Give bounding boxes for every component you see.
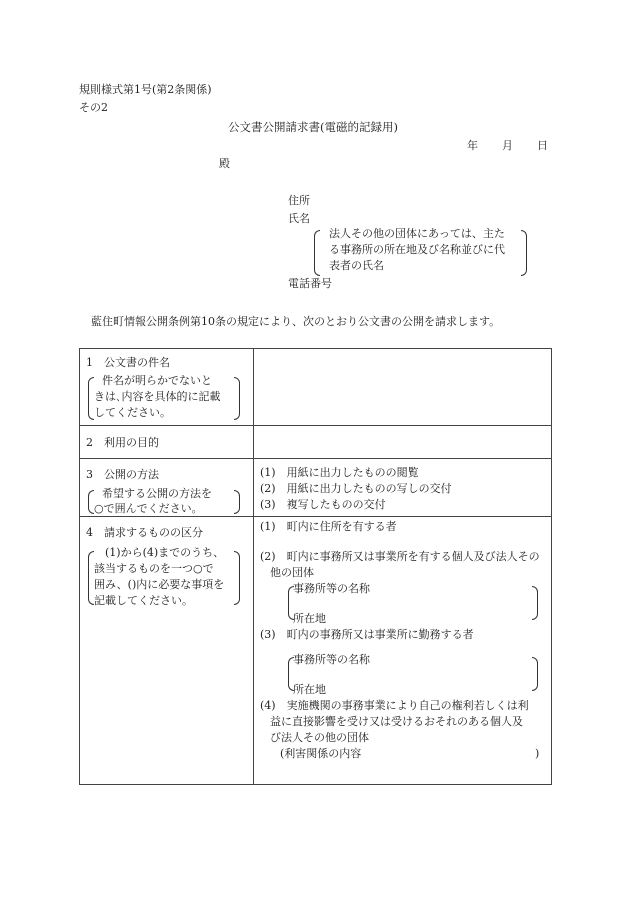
method-option-2[interactable]: (2) 用紙に出力したものの写しの交付 [260, 482, 452, 495]
page-title: 公文書公開請求書(電磁的記録用) [228, 120, 398, 134]
intro-text: 藍住町情報公開条例第10条の規定により、次のとおり公文書の公開を請求します。 [91, 315, 501, 328]
row4-note-line-2: 該当するものを一つ○で [94, 562, 214, 575]
office-location-input[interactable] [340, 611, 530, 627]
row3-note-line-2: ○で囲んでください。 [94, 502, 203, 515]
method-option-3[interactable]: (3) 複写したものの交付 [260, 498, 386, 511]
table-border-left [79, 348, 80, 785]
phone-label: 電話番号 [288, 277, 332, 290]
method-option-1[interactable]: (1) 用紙に出力したものの閲覧 [260, 466, 419, 479]
date-month-label: 月 [502, 139, 513, 152]
row4-note-line-1: (1)から(4)までのうち、 [105, 546, 225, 559]
form-sub-number: その2 [79, 101, 108, 114]
table-border-right [551, 348, 552, 785]
row1-note-line-2: きは､内容を具体的に記載 [94, 390, 221, 403]
workplace-name-label: 事務所等の名称 [293, 653, 370, 666]
row4-note-line-4: 記載してください。 [94, 594, 193, 607]
category-option-4[interactable]: (4) 実施機関の事務事業により自己の権利若しくは利 [260, 699, 529, 712]
form-number: 規則様式第1号(第2条関係) [79, 83, 212, 96]
name-label: 氏名 [288, 212, 310, 225]
workplace-name-input[interactable] [380, 652, 530, 668]
row1-note-line-3: してください。 [94, 406, 171, 419]
office-location-label: 所在地 [293, 612, 326, 625]
workplace-location-label: 所在地 [293, 683, 326, 696]
date-year-label: 年 [467, 139, 478, 152]
row1-label: 1 公文書の件名 [86, 356, 170, 369]
document-subject-field[interactable] [254, 349, 551, 425]
date-day-label: 日 [537, 139, 548, 152]
address-label: 住所 [288, 194, 310, 207]
row3-label: 3 公開の方法 [86, 468, 159, 481]
category-option-4-cont-2: び法人その他の団体 [270, 731, 369, 744]
row2-label: 2 利用の目的 [86, 436, 159, 449]
category-option-3[interactable]: (3) 町内の事務所又は事業所に勤務する者 [260, 628, 474, 641]
row4-note-line-3: 囲み、()内に必要な事項を [94, 578, 225, 591]
interest-close-paren: ) [535, 747, 540, 760]
category-option-2[interactable]: (2) 町内に事務所又は事業所を有する個人及び法人その [260, 550, 540, 563]
purpose-field[interactable] [254, 426, 551, 458]
corp-note-line-2: る事務所の所在地及び名称並びに代 [329, 243, 505, 256]
corp-note-line-3: 表者の氏名 [329, 259, 384, 272]
category-option-4-cont-1: 益に直接影響を受け又は受けるおそれのある個人及 [270, 715, 523, 728]
row4-label: 4 請求するものの区分 [86, 526, 203, 539]
category-option-1[interactable]: (1) 町内に住所を有する者 [260, 520, 397, 533]
interest-label: (利害関係の内容 [280, 747, 362, 760]
interest-input[interactable] [370, 746, 530, 762]
row3-note-line-1: 希望する公開の方法を [102, 487, 212, 500]
office-name-label: 事務所等の名称 [293, 582, 370, 595]
category-option-2-cont: 他の団体 [270, 566, 314, 579]
addressee-suffix: 殿 [219, 157, 230, 170]
workplace-location-input[interactable] [340, 682, 530, 698]
table-row-divider-3 [79, 516, 552, 517]
corp-note-line-1: 法人その他の団体にあっては、主た [329, 227, 505, 240]
table-row-divider-2 [79, 458, 552, 459]
row1-note-line-1: 件名が明らかでないと [102, 374, 212, 387]
office-name-input[interactable] [380, 581, 530, 597]
table-border-bottom [79, 784, 552, 785]
